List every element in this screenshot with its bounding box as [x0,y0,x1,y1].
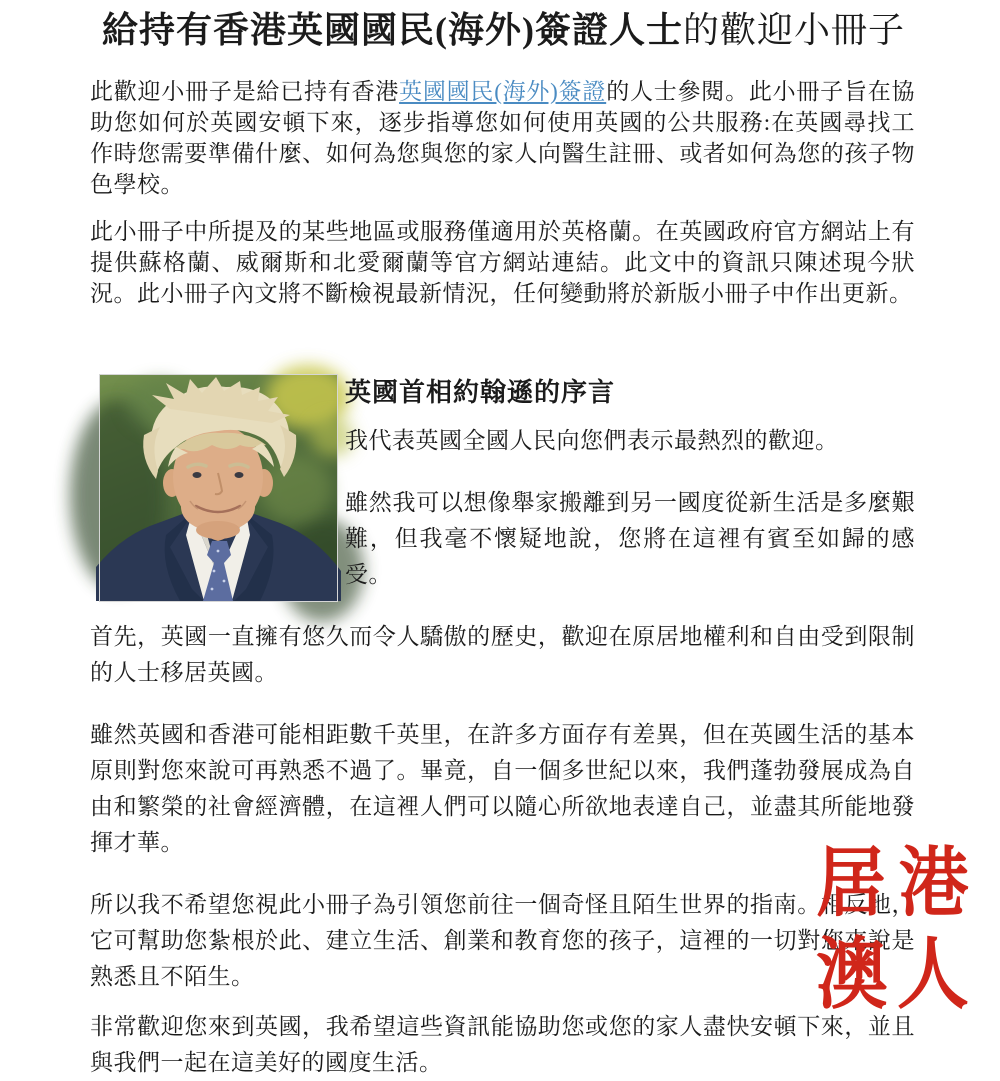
intro-p1-after-link: 的人士參閱。此小冊子旨在協助您如何於英國安頓下來，逐步指導您如何使用英國的公共服務:在英國尋找工作時您需要準備什麼、如何為您與您的家人向醫生註冊、或者如何為您的孩子物色學校。 [90,79,916,197]
page-title [102,8,915,52]
stamp-row-1: 居港 [816,842,982,926]
pm-preface-section [90,375,915,1081]
intro-p1-before-link: 此歡迎小冊子是給已持有香港 [90,79,400,104]
preface-paragraph-1: 我代表英國全國人民向您們表示最熱烈的歡迎。 [345,428,839,453]
preface-paragraph-5: 所以我不希望您視此小冊子為引領您前往一個奇怪且陌生世界的指南。相反地，它可幫助您紮根於此、建立生活、創業和教育您的孩子，這裡的一切對您來說是熟悉且不陌生。 [90,892,915,989]
intro-paragraph-2: 此小冊子中所提及的某些地區或服務僅適用於英格蘭。在英國政府官方網站上有提供蘇格蘭、威爾斯和北愛爾蘭等官方網站連結。此文中的資訊只陳述現今狀況。此小冊子內文將不斷檢視最新情況，任何變動將於新版小冊子中作出更新。 [90,219,915,306]
red-stamp-watermark [816,842,982,1020]
bno-visa-link[interactable]: 英國國民(海外)簽證 [399,79,607,104]
page-title-bold: 給持有香港英國國民(海外)簽證人士 [102,10,683,50]
document-body [90,8,915,1081]
preface-paragraph-6: 非常歡迎您來到英國，我希望這些資訊能協助您或您的家人盡快安頓下來，並且與我們一起在這美好的國度生活。 [90,1014,915,1075]
portrait-illustration [100,375,337,601]
boris-johnson-photo [100,375,337,601]
preface-paragraph-3: 首先，英國一直擁有悠久而令人驕傲的歷史，歡迎在原居地權利和自由受到限制的人士移居英國。 [90,624,915,685]
preface-paragraph-4: 雖然英國和香港可能相距數千英里，在許多方面存有差異，但在英國生活的基本原則對您來說可再熟悉不過了。畢竟，自一個多世紀以來，我們蓬勃發展成為自由和繁榮的社會經濟體，在這裡人們可以隨心所欲地表達自己，並盡其所能地發揮才華。 [90,722,915,855]
preface-heading: 英國首相約翰遜的序言 [345,378,616,407]
stamp-row-2: 澳人 [816,931,978,1018]
page-title-light: 的歡迎小冊子 [682,10,905,50]
preface-paragraph-2: 雖然我可以想像舉家搬離到另一國度從新生活是多麼艱難，但我毫不懷疑地說，您將在這裡有賓至如歸的感受。 [345,490,915,587]
intro-paragraph-1 [90,76,915,200]
